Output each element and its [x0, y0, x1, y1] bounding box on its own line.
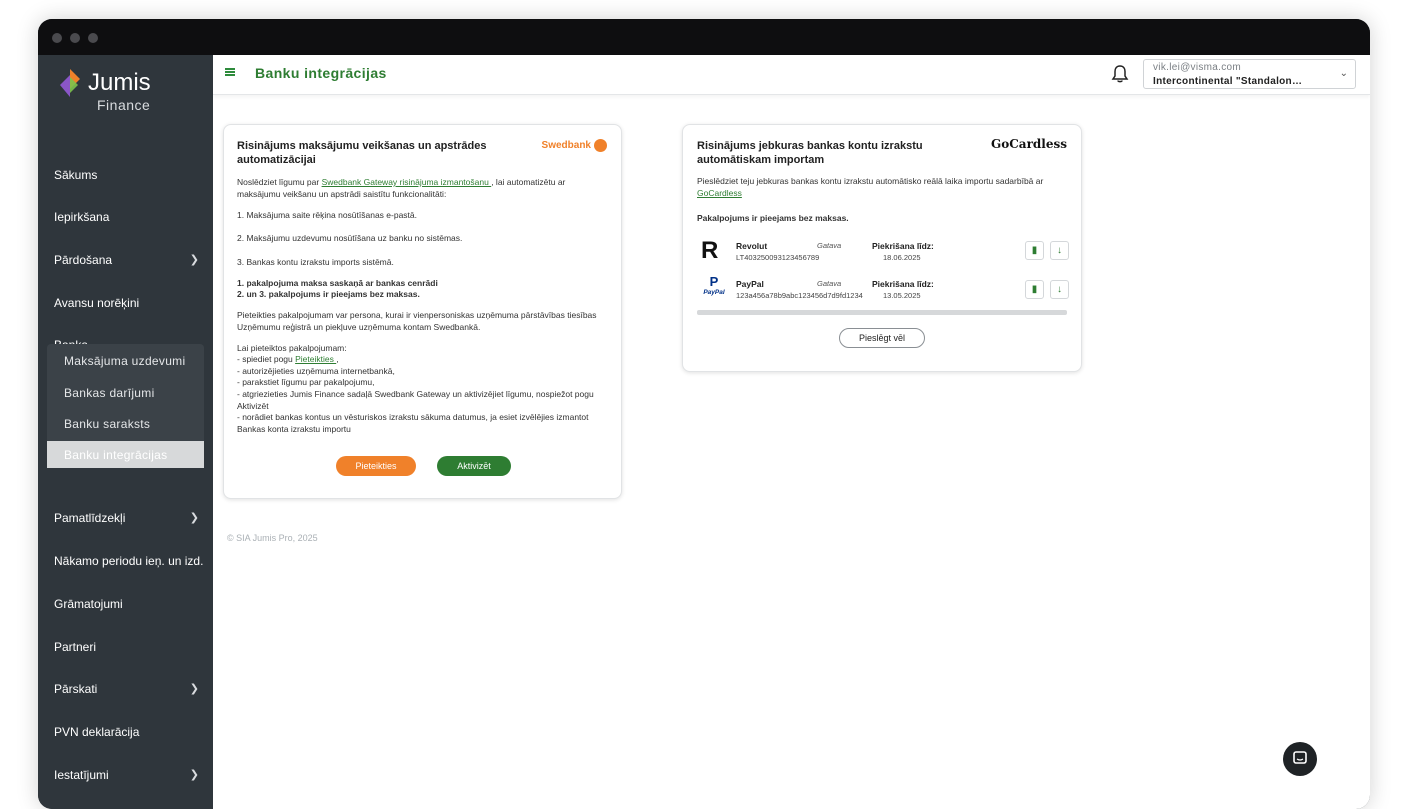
account-selector[interactable]: [1143, 59, 1356, 89]
paypal-logo-text: PayPal: [703, 289, 725, 296]
logo-subtitle: Finance: [97, 97, 151, 113]
revolut-logo: R: [701, 237, 719, 264]
chevron-right-icon: ❯: [189, 512, 199, 524]
sidebar-item-label: Partneri: [54, 640, 97, 654]
top-bar: [213, 55, 1370, 95]
sidebar-item-label: Nākamo periodu ieņ. un izd.: [54, 554, 204, 568]
paypal-glyph-icon: P: [709, 274, 719, 289]
feature-2: 2. Maksājumu uzdevumu nosūtīšana uz banku no sistēmas.: [237, 233, 463, 243]
bell-icon[interactable]: [1111, 64, 1129, 84]
main-content: [213, 55, 1370, 809]
swedbank-logo: [542, 139, 607, 152]
step-text: ,: [336, 354, 339, 364]
sidebar-item-iepirksana[interactable]: [38, 199, 213, 235]
sidebar-item-label: Sākums: [54, 168, 98, 182]
chevron-right-icon: ❯: [189, 683, 199, 695]
delete-icon[interactable]: ▮: [1025, 241, 1044, 260]
feature-3: 3. Bankas kontu izrakstu imports sistēmā.: [237, 257, 394, 267]
gocardless-link[interactable]: GoCardless: [697, 187, 742, 198]
sidebar-item-partneri[interactable]: [38, 629, 213, 665]
step-2: - autorizējieties uzņēmuma internetbankā,: [237, 366, 395, 376]
intro-text: Pieslēdziet teju jebkuras bankas kontu izrakstu automātisko reālā laika importu sadarbībā ar: [697, 176, 1044, 186]
horizontal-scrollbar[interactable]: [697, 310, 1067, 315]
step-1: [237, 354, 339, 366]
chat-button[interactable]: [1283, 742, 1317, 776]
steps-title: Lai pieteiktos pakalpojumam:: [237, 343, 347, 353]
footer-copyright: © SIA Jumis Pro, 2025: [227, 533, 318, 543]
sidebar-item-label: Pārdošana: [54, 253, 113, 267]
feature-1: 1. Maksājuma saite rēķina nosūtīšanas e-pastā.: [237, 210, 418, 220]
sidebar-item-parskati[interactable]: [38, 671, 213, 707]
free-note: Pakalpojums ir pieejams bez maksas.: [697, 213, 849, 223]
window-close-dot[interactable]: [52, 33, 62, 43]
jumis-logo-icon: [56, 67, 84, 99]
gocardless-logo: GoCardless: [991, 137, 1067, 151]
download-icon[interactable]: ↓: [1050, 241, 1069, 260]
intro-text: Noslēdziet līgumu par: [237, 177, 322, 187]
sidebar-item-label: Pamatlīdzekļi: [54, 511, 126, 525]
chevron-right-icon: ❯: [189, 769, 199, 781]
bank-iban: 123a456a78b9abc123456d7d9fd1234: [736, 291, 863, 300]
sidebar-subitem-banku-integracijas[interactable]: [47, 441, 204, 468]
activate-button[interactable]: Aktivizēt: [437, 456, 511, 476]
sidebar-subitem-banku-saraksts[interactable]: [47, 410, 204, 437]
apply-button[interactable]: Pieteikties: [336, 456, 416, 476]
page-title: Banku integrācijas: [255, 65, 387, 81]
sidebar-item-label: Avansu norēķini: [54, 296, 140, 310]
sidebar-item-pamatlidzekli[interactable]: [38, 500, 213, 536]
bank-name: Revolut: [736, 241, 768, 251]
sidebar-item-sakums[interactable]: [38, 157, 213, 193]
sidebar-item-pvn-deklaracija[interactable]: [38, 714, 213, 750]
sidebar-subitem-bankas-darijumi[interactable]: [47, 379, 204, 406]
sidebar-item-label: Grāmatojumi: [54, 597, 123, 611]
swedbank-intro: [237, 177, 607, 200]
sidebar-item-nakamo-periodu[interactable]: [38, 543, 213, 579]
sidebar-subitem-label: Banku saraksts: [64, 416, 151, 431]
sidebar-item-avansu-norekini[interactable]: [38, 285, 213, 321]
account-email: vik.lei@visma.com: [1153, 62, 1242, 73]
swedbank-logo-text: Swedbank: [541, 140, 591, 151]
bank-iban: LT403250093123456789: [736, 253, 820, 262]
swedbank-gateway-link[interactable]: Swedbank Gateway risinājuma izmantošanu: [321, 177, 492, 187]
eligibility-text: Pieteikties pakalpojumam var persona, kurai ir vienpersoniskas uzņēmuma pārstāvības tiesības Uzņēmumu reģistrā un piekļuve uzņēmuma kontam Swedbankā.: [237, 310, 597, 332]
sidebar: [38, 55, 213, 809]
download-icon[interactable]: ↓: [1050, 280, 1069, 299]
swedbank-card: [223, 124, 622, 499]
bank-name: PayPal: [736, 279, 764, 289]
bank-status: Gatava: [817, 241, 842, 250]
logo-title: Jumis: [88, 69, 151, 96]
step-text: - spiediet pogu: [237, 354, 296, 364]
sidebar-item-label: Iestatījumi: [54, 768, 109, 782]
window-maximize-dot[interactable]: [88, 33, 98, 43]
step-4: - atgriezieties Jumis Finance sadaļā Swedbank Gateway un aktivizējiet līgumu, nospiežot pogu Aktivizēt: [237, 389, 594, 411]
step-3: - parakstiet līgumu par pakalpojumu,: [237, 377, 375, 387]
consent-date: 18.06.2025: [883, 253, 921, 262]
sidebar-subitem-label: Banku integrācijas: [64, 447, 168, 462]
sidebar-item-label: Iepirkšana: [54, 210, 110, 224]
consent-label: Piekrišana līdz:: [872, 241, 934, 251]
sidebar-subitem-label: Maksājuma uzdevumi: [64, 353, 186, 368]
gocardless-intro: [697, 176, 1067, 199]
sidebar-subitem-label: Bankas darījumi: [64, 385, 155, 400]
sidebar-item-pardosana[interactable]: [38, 242, 213, 278]
app-logo[interactable]: [54, 65, 204, 125]
chevron-down-icon: ⌄: [1339, 68, 1348, 79]
intro-text: , lai automatizētu ar maksājumu veikšanu un apstrādi saistītu funkcionalitāti:: [237, 177, 566, 199]
chevron-right-icon: ❯: [189, 254, 199, 266]
pieteikties-link[interactable]: Pieteikties: [295, 354, 337, 364]
chat-icon: [1283, 742, 1317, 776]
sidebar-subitem-maksajuma-uzdevumi[interactable]: [47, 347, 204, 374]
sidebar-item-iestatijumi[interactable]: [38, 757, 213, 793]
bank-submenu: [47, 344, 204, 468]
gocardless-card-title: Risinājums jebkuras bankas kontu izrakstu automātiskam importam: [697, 140, 923, 166]
window-minimize-dot[interactable]: [70, 33, 80, 43]
consent-date: 13.05.2025: [883, 291, 921, 300]
connect-more-button[interactable]: Pieslēgt vēl: [839, 328, 925, 348]
swedbank-card-title: Risinājums maksājumu veikšanas un apstrādes automatizācijai: [237, 140, 487, 166]
paypal-logo: [699, 275, 729, 301]
bank-status: Gatava: [817, 279, 842, 288]
pricing-1: 1. pakalpojuma maksa saskaņā ar bankas cenrādi: [237, 278, 438, 288]
pricing-2: 2. un 3. pakalpojums ir pieejams bez maksas.: [237, 289, 420, 299]
title-bar: [38, 19, 1370, 55]
swedbank-oak-icon: [594, 139, 607, 152]
app-window: [38, 19, 1370, 809]
gocardless-card: [682, 124, 1082, 372]
sidebar-item-gramatojumi[interactable]: [38, 586, 213, 622]
consent-label: Piekrišana līdz:: [872, 279, 934, 289]
delete-icon[interactable]: ▮: [1025, 280, 1044, 299]
hamburger-icon[interactable]: [225, 68, 235, 76]
step-5: - norādiet bankas kontus un vēsturiskos izrakstu sākuma datumus, ja esiet izvēlējies izmantot Bankas konta izrakstu importu: [237, 412, 589, 434]
sidebar-item-label: PVN deklarācija: [54, 725, 140, 739]
sidebar-item-label: Pārskati: [54, 682, 98, 696]
account-company: Intercontinental "Standalon…: [1153, 76, 1303, 87]
